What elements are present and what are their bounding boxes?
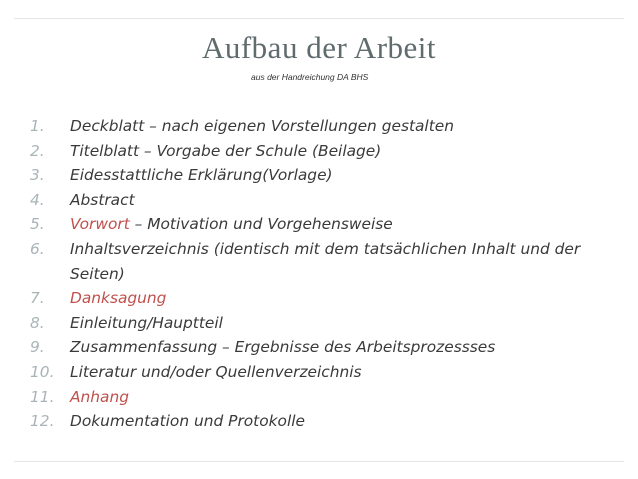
slide-title: Aufbau der Arbeit <box>201 30 437 65</box>
item-accent-text: Vorwort <box>70 215 130 234</box>
list-item <box>30 114 620 139</box>
top-divider <box>14 18 624 19</box>
item-accent-text: Danksagung <box>70 289 167 308</box>
item-number: 12. <box>30 412 55 431</box>
list-item <box>30 212 620 237</box>
item-number: 7. <box>30 289 45 308</box>
item-text: Deckblatt – nach eigenen Vorstellungen gestalten <box>70 117 454 135</box>
item-number: 10. <box>30 362 55 381</box>
item-number: 8. <box>30 313 45 332</box>
item-number: 1. <box>30 117 45 135</box>
item-text: Zusammenfassung – Ergebnisse des Arbeitsprozessses <box>70 338 496 357</box>
item-number: 6. <box>30 239 45 258</box>
item-text: Abstract <box>70 190 135 209</box>
item-text: Eidesstattliche Erklärung(Vorlage) <box>70 166 333 185</box>
list-item <box>30 335 620 360</box>
item-accent-text: Anhang <box>70 387 129 406</box>
list-item <box>30 385 620 410</box>
list-item <box>30 360 620 385</box>
item-number: 9. <box>30 338 45 357</box>
list-item <box>30 311 620 336</box>
outline-list <box>30 114 620 434</box>
item-number: 3. <box>30 166 45 185</box>
item-text: Inhaltsverzeichnis (identisch mit dem tatsächlichen Inhalt und der Seiten) <box>70 239 581 283</box>
list-item <box>30 163 620 188</box>
item-number: 2. <box>30 141 45 160</box>
item-text: Titelblatt – Vorgabe der Schule (Beilage) <box>70 141 382 160</box>
list-item <box>30 237 620 286</box>
list-item <box>30 286 620 311</box>
item-number: 11. <box>30 387 55 406</box>
item-number: 4. <box>30 190 45 209</box>
list-item <box>30 139 620 164</box>
item-text: Literatur und/oder Quellenverzeichnis <box>70 362 362 381</box>
item-text: Dokumentation und Protokolle <box>70 412 305 431</box>
item-text: – Motivation und Vorgehensweise <box>129 215 393 234</box>
bottom-divider <box>14 461 624 462</box>
item-text: Einleitung/Hauptteil <box>70 313 223 332</box>
list-item <box>30 188 620 213</box>
list-item <box>30 409 620 434</box>
slide-subtitle: aus der Handreichung DA BHS <box>251 72 369 82</box>
item-number: 5. <box>30 215 45 234</box>
